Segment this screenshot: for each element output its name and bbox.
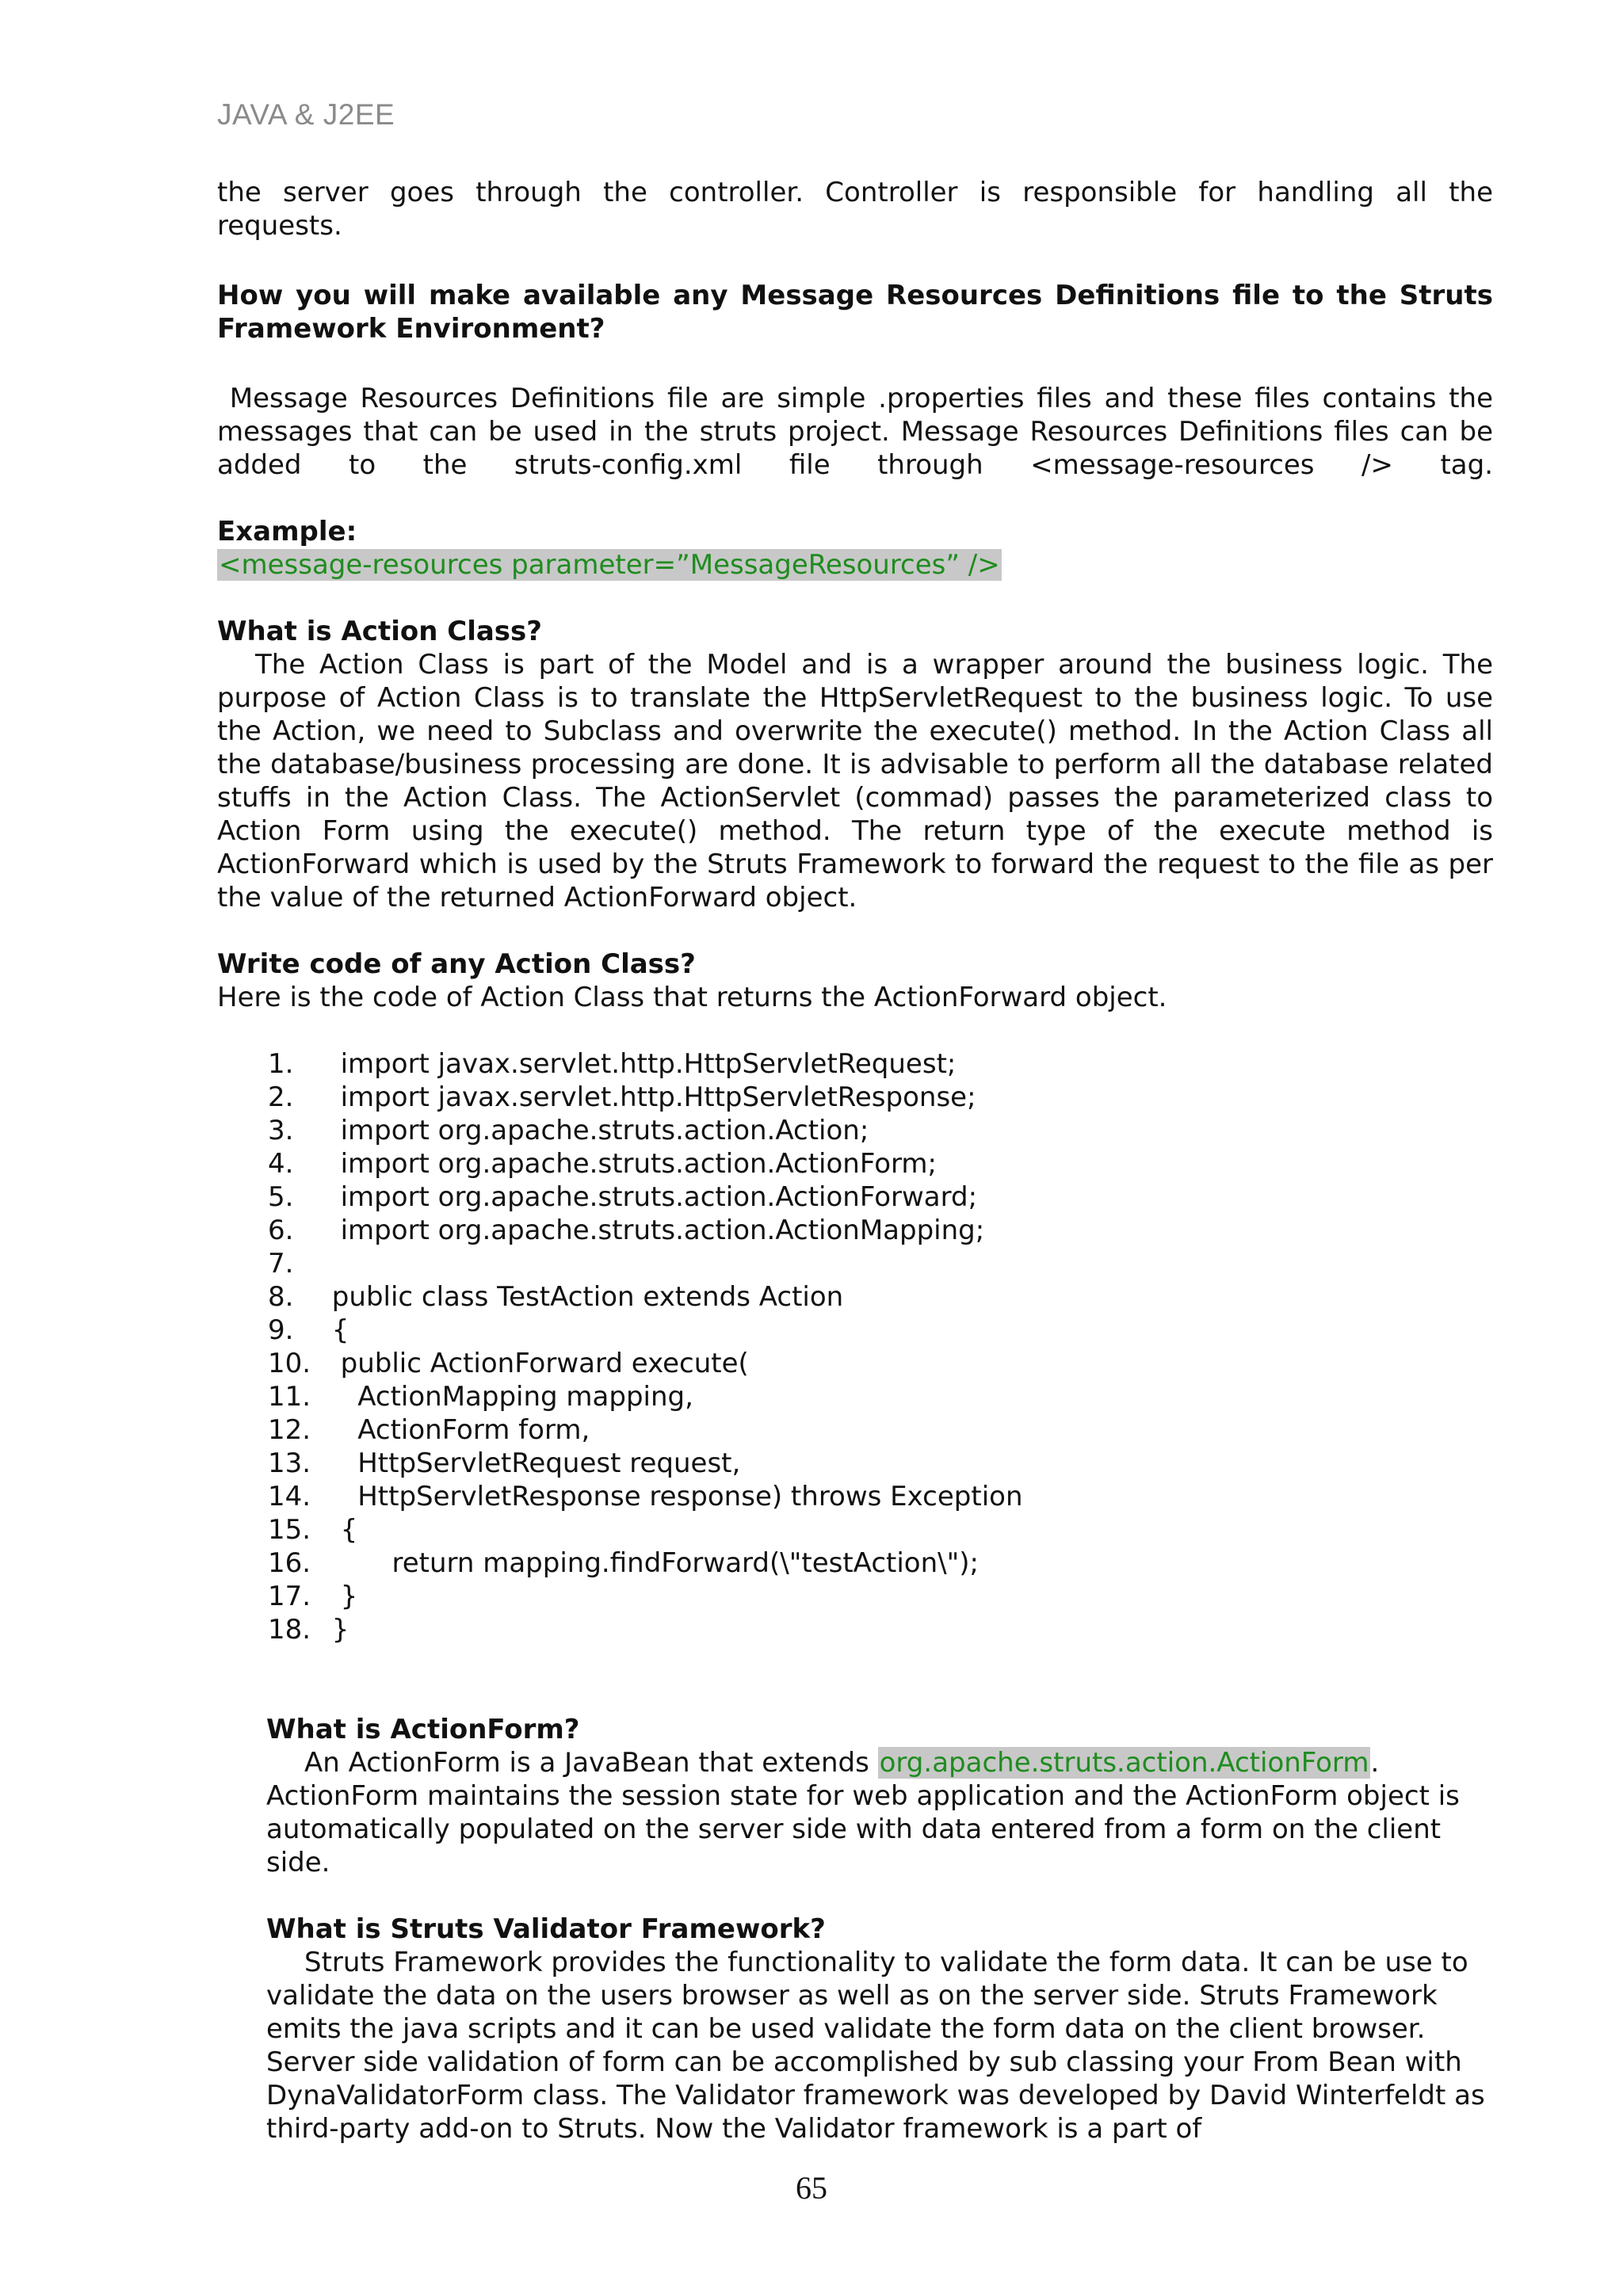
question-heading-actionform: What is ActionForm? bbox=[266, 1714, 580, 1745]
intro-line-1: the server goes through the controller. Controller is responsible for handling all the bbox=[217, 177, 1493, 208]
running-header: JAVA & J2EE bbox=[217, 98, 395, 131]
code-line: 16. return mapping.findForward(\"testAction\"); bbox=[268, 1547, 979, 1579]
message-resources-text-line-3: added to the struts-config.xml file through <message-resources /> tag. bbox=[217, 449, 1493, 481]
question-heading-action-class: What is Action Class? bbox=[217, 616, 542, 647]
code-line: 6. import org.apache.struts.action.ActionMapping; bbox=[268, 1215, 985, 1246]
code-line: 13. HttpServletRequest request, bbox=[268, 1447, 741, 1479]
actionform-section bbox=[266, 1713, 1493, 2145]
message-resources-text-line-1: Message Resources Definitions file are simple .properties files and these files contains the bbox=[217, 383, 1493, 414]
intro-line-2: requests. bbox=[217, 210, 342, 242]
code-line: 18. } bbox=[268, 1614, 349, 1646]
code-line: 3. import org.apache.struts.action.Action; bbox=[268, 1115, 869, 1146]
code-line: 17. } bbox=[268, 1581, 358, 1612]
example-code: <message-resources parameter=”MessageResources” /> bbox=[219, 549, 1000, 581]
actionform-paragraph: An ActionForm is a JavaBean that extends org.apache.struts.action.ActionForm. ActionForm maintains the session state for web application and the ActionForm object is automatically populated on the server side with data entered from a form on the client side. bbox=[266, 1747, 1460, 1878]
question-heading-message-resources-cont: Framework Environment? bbox=[217, 313, 605, 345]
message-resources-text-line-2: messages that can be used in the struts project. Message Resources Definitions files can be bbox=[217, 416, 1493, 448]
code-line: 1. import javax.servlet.http.HttpServletRequest; bbox=[268, 1048, 957, 1080]
code-line: 7. bbox=[268, 1248, 294, 1280]
code-line: 10. public ActionForward execute( bbox=[268, 1348, 749, 1379]
code-line: 8. public class TestAction extends Action bbox=[268, 1281, 844, 1313]
example-label: Example: bbox=[217, 516, 357, 547]
page-number: 65 bbox=[796, 2170, 827, 2206]
code-listing bbox=[268, 1047, 1493, 1646]
example-code-line bbox=[217, 548, 1493, 582]
code-line: 9. { bbox=[268, 1314, 349, 1346]
validator-paragraph: Struts Framework provides the functionality to validate the form data. It can be use to validate the data on the users browser as well as on the server side. Struts Framework emits the java scripts and it can be used validate the form data on the client browser. Server side validation of form can be accomplished by sub classing your From Bean with DynaValidatorForm class. The Validator framework was developed by David Winterfeldt as third-party add-on to Struts. Now the Validator framework is a part of bbox=[266, 1947, 1485, 2145]
code-line: 14. HttpServletResponse response) throws Exception bbox=[268, 1481, 1023, 1512]
page-content bbox=[217, 176, 1493, 2145]
action-code-intro: Here is the code of Action Class that returns the ActionForward object. bbox=[217, 982, 1167, 1013]
code-line: 4. import org.apache.struts.action.ActionForm; bbox=[268, 1148, 937, 1180]
code-line: 11. ActionMapping mapping, bbox=[268, 1381, 693, 1413]
question-heading-message-resources: How you will make available any Message Resources Definitions file to the Struts bbox=[217, 280, 1493, 311]
question-heading-action-code: Write code of any Action Class? bbox=[217, 948, 696, 980]
code-line: 2. import javax.servlet.http.HttpServletResponse; bbox=[268, 1081, 976, 1113]
question-heading-validator: What is Struts Validator Framework? bbox=[266, 1913, 826, 1945]
action-class-paragraph: The Action Class is part of the Model and is a wrapper around the business logic. The purpose of Action Class is to translate the HttpServletRequest to the business logic. To use the Action, we need to Subclass and overwrite the execute() method. In the Action Class all the database/business processing are done. It is advisable to perform all the database related stuffs in the Action Class. The ActionServlet (commad) passes the parameterized class to Action Form using the execute() method. The return type of the execute method is ActionForward which is used by the Struts Framework to forward the request to the file as per the value of the returned ActionForward object. bbox=[217, 649, 1493, 913]
code-line: 12. ActionForm form, bbox=[268, 1414, 590, 1446]
code-line: 5. import org.apache.struts.action.ActionForward; bbox=[268, 1181, 978, 1213]
code-line: 15. { bbox=[268, 1514, 358, 1546]
actionform-class-code: org.apache.struts.action.ActionForm bbox=[879, 1747, 1369, 1779]
